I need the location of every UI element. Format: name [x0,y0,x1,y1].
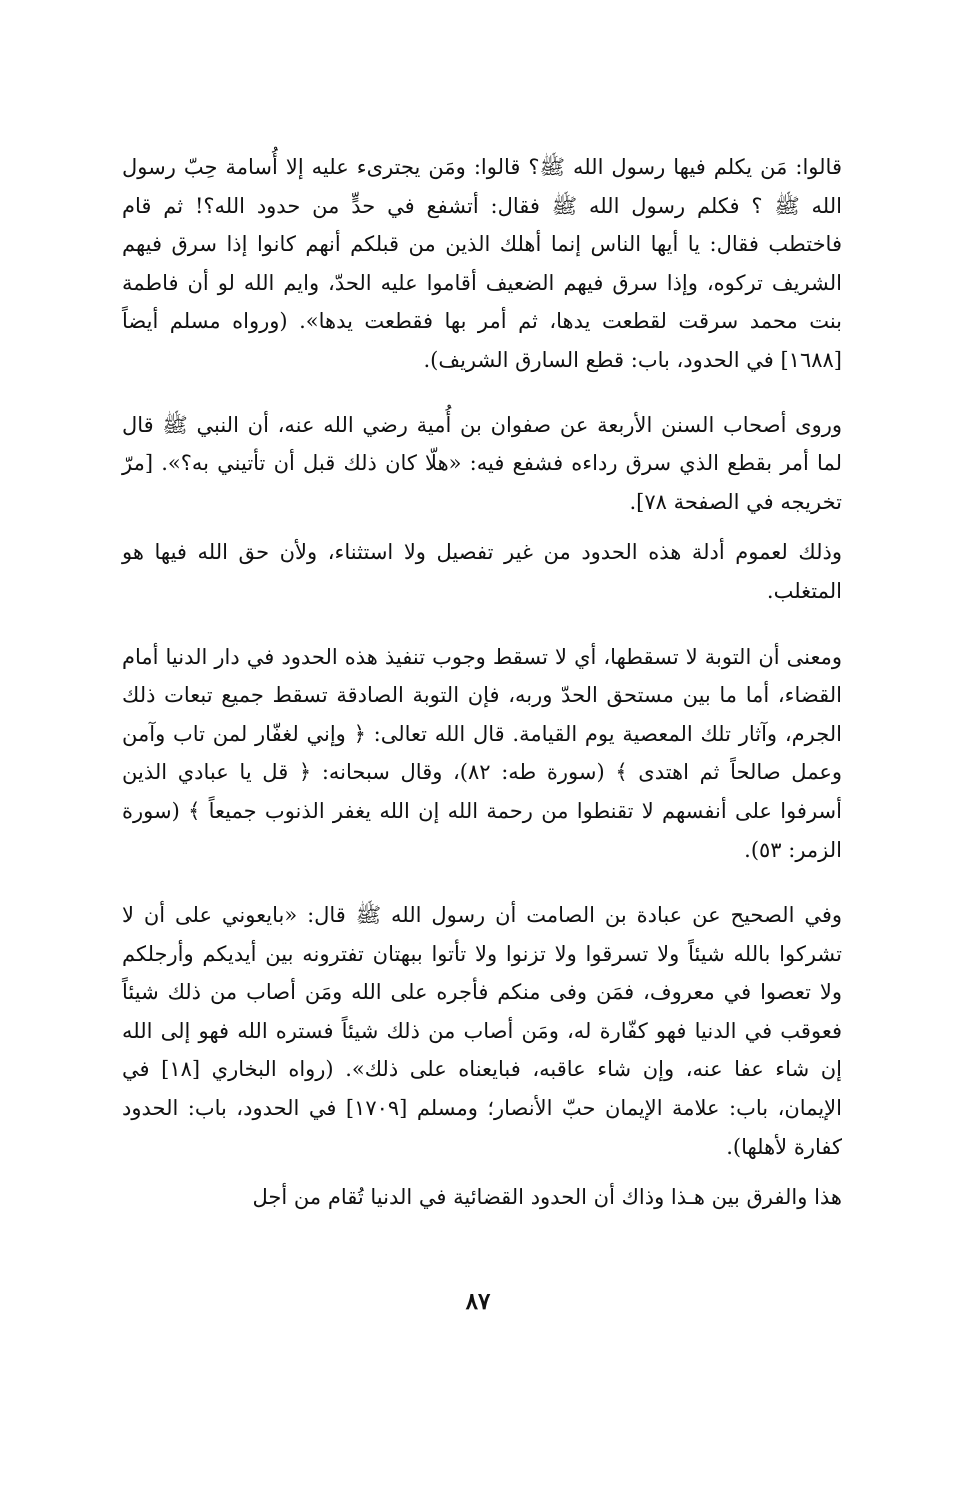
paragraph-5: وفي الصحيح عن عبادة بن الصامت أن رسول الله ﷺ قال: «بايعوني على أن لا تشركوا بالله شيئاً ولا تسرقوا ولا تزنوا ولا تأتوا ببهتان تفترونه بين أيديكم وأرجلكم ولا تعصوا في معروف، فمَن وفى منكم فأجره على الله ومَن أصاب من ذلك شيئاً فعوقب في الدنيا فهو كفّارة له، ومَن أصاب من ذلك شيئاً فستره الله فهو إلى الله إن شاء عفا عنه، وإن شاء عاقبه، فبايعناه على ذلك». (رواه البخاري [١٨] في الإيمان، باب: علامة الإيمان حبّ الأنصار؛ ومسلم [١٧٠٩] في الحدود، باب: الحدود كفارة لأهلها). [122,903,842,1159]
paragraph-6: هذا والفرق بين هـذا وذاك أن الحدود القضائية في الدنيا تُقام من أجل [252,1185,842,1210]
page-body [122,148,842,1217]
paragraph-3: وذلك لعموم أدلة هذه الحدود من غير تفصيل ولا استثناء، ولأن حق الله فيها هو المتغلب. [122,540,842,603]
paragraph-2: وروى أصحاب السنن الأربعة عن صفوان بن أُمية رضي الله عنه، أن النبي ﷺ قال لما أمر بقطع الذي سرق رداءه فشفع فيه: «هلّا كان ذلك قبل أن تأتيني به؟». [مرّ تخريجه في الصفحة ٧٨]. [122,412,842,514]
paragraph-4: ومعنى أن التوبة لا تسقطها، أي لا تسقط وجوب تنفيذ هذه الحدود في دار الدنيا أمام القضاء، أما ما بين مستحق الحدّ وربه، فإن التوبة الصادقة تسقط جميع تبعات ذلك الجرم، وآثار تلك المعصية يوم القيامة. قال الله تعالى: ﴿ وإني لغفّار لمن تاب وآمن وعمل صالحاً ثم اهتدى ﴾ (سورة طه: ٨٢)، وقال سبحانه: ﴿ قل يا عبادي الذين أسرفوا على أنفسهم لا تقنطوا من رحمة الله إن الله يغفر الذنوب جميعاً ﴾ (سورة الزمر: ٥٣). [122,644,843,862]
paragraph-1: قالوا: مَن يكلم فيها رسول الله ﷺ؟ قالوا: ومَن يجترىء عليه إلا أُسامة حِبّ رسول الله ﷺ ؟ فكلم رسول الله ﷺ فقال: أتشفع في حدٍّ من حدود الله؟! ثم قام فاختطب فقال: يا أيها الناس إنما أهلك الذين من قبلكم أنهم كانوا إذا سرق فيهم الشريف تركوه، وإذا سرق فيهم الضعيف أقاموا عليه الحدّ، وايم الله لو أن فاطمة بنت محمد سرقت لقطعت يدها، ثم أمر بها فقطعت يدها». (ورواه مسلم أيضاً [١٦٨٨] في الحدود، باب: قطع السارق الشريف). [122,155,842,372]
page-number: ٨٧ [465,1288,491,1315]
